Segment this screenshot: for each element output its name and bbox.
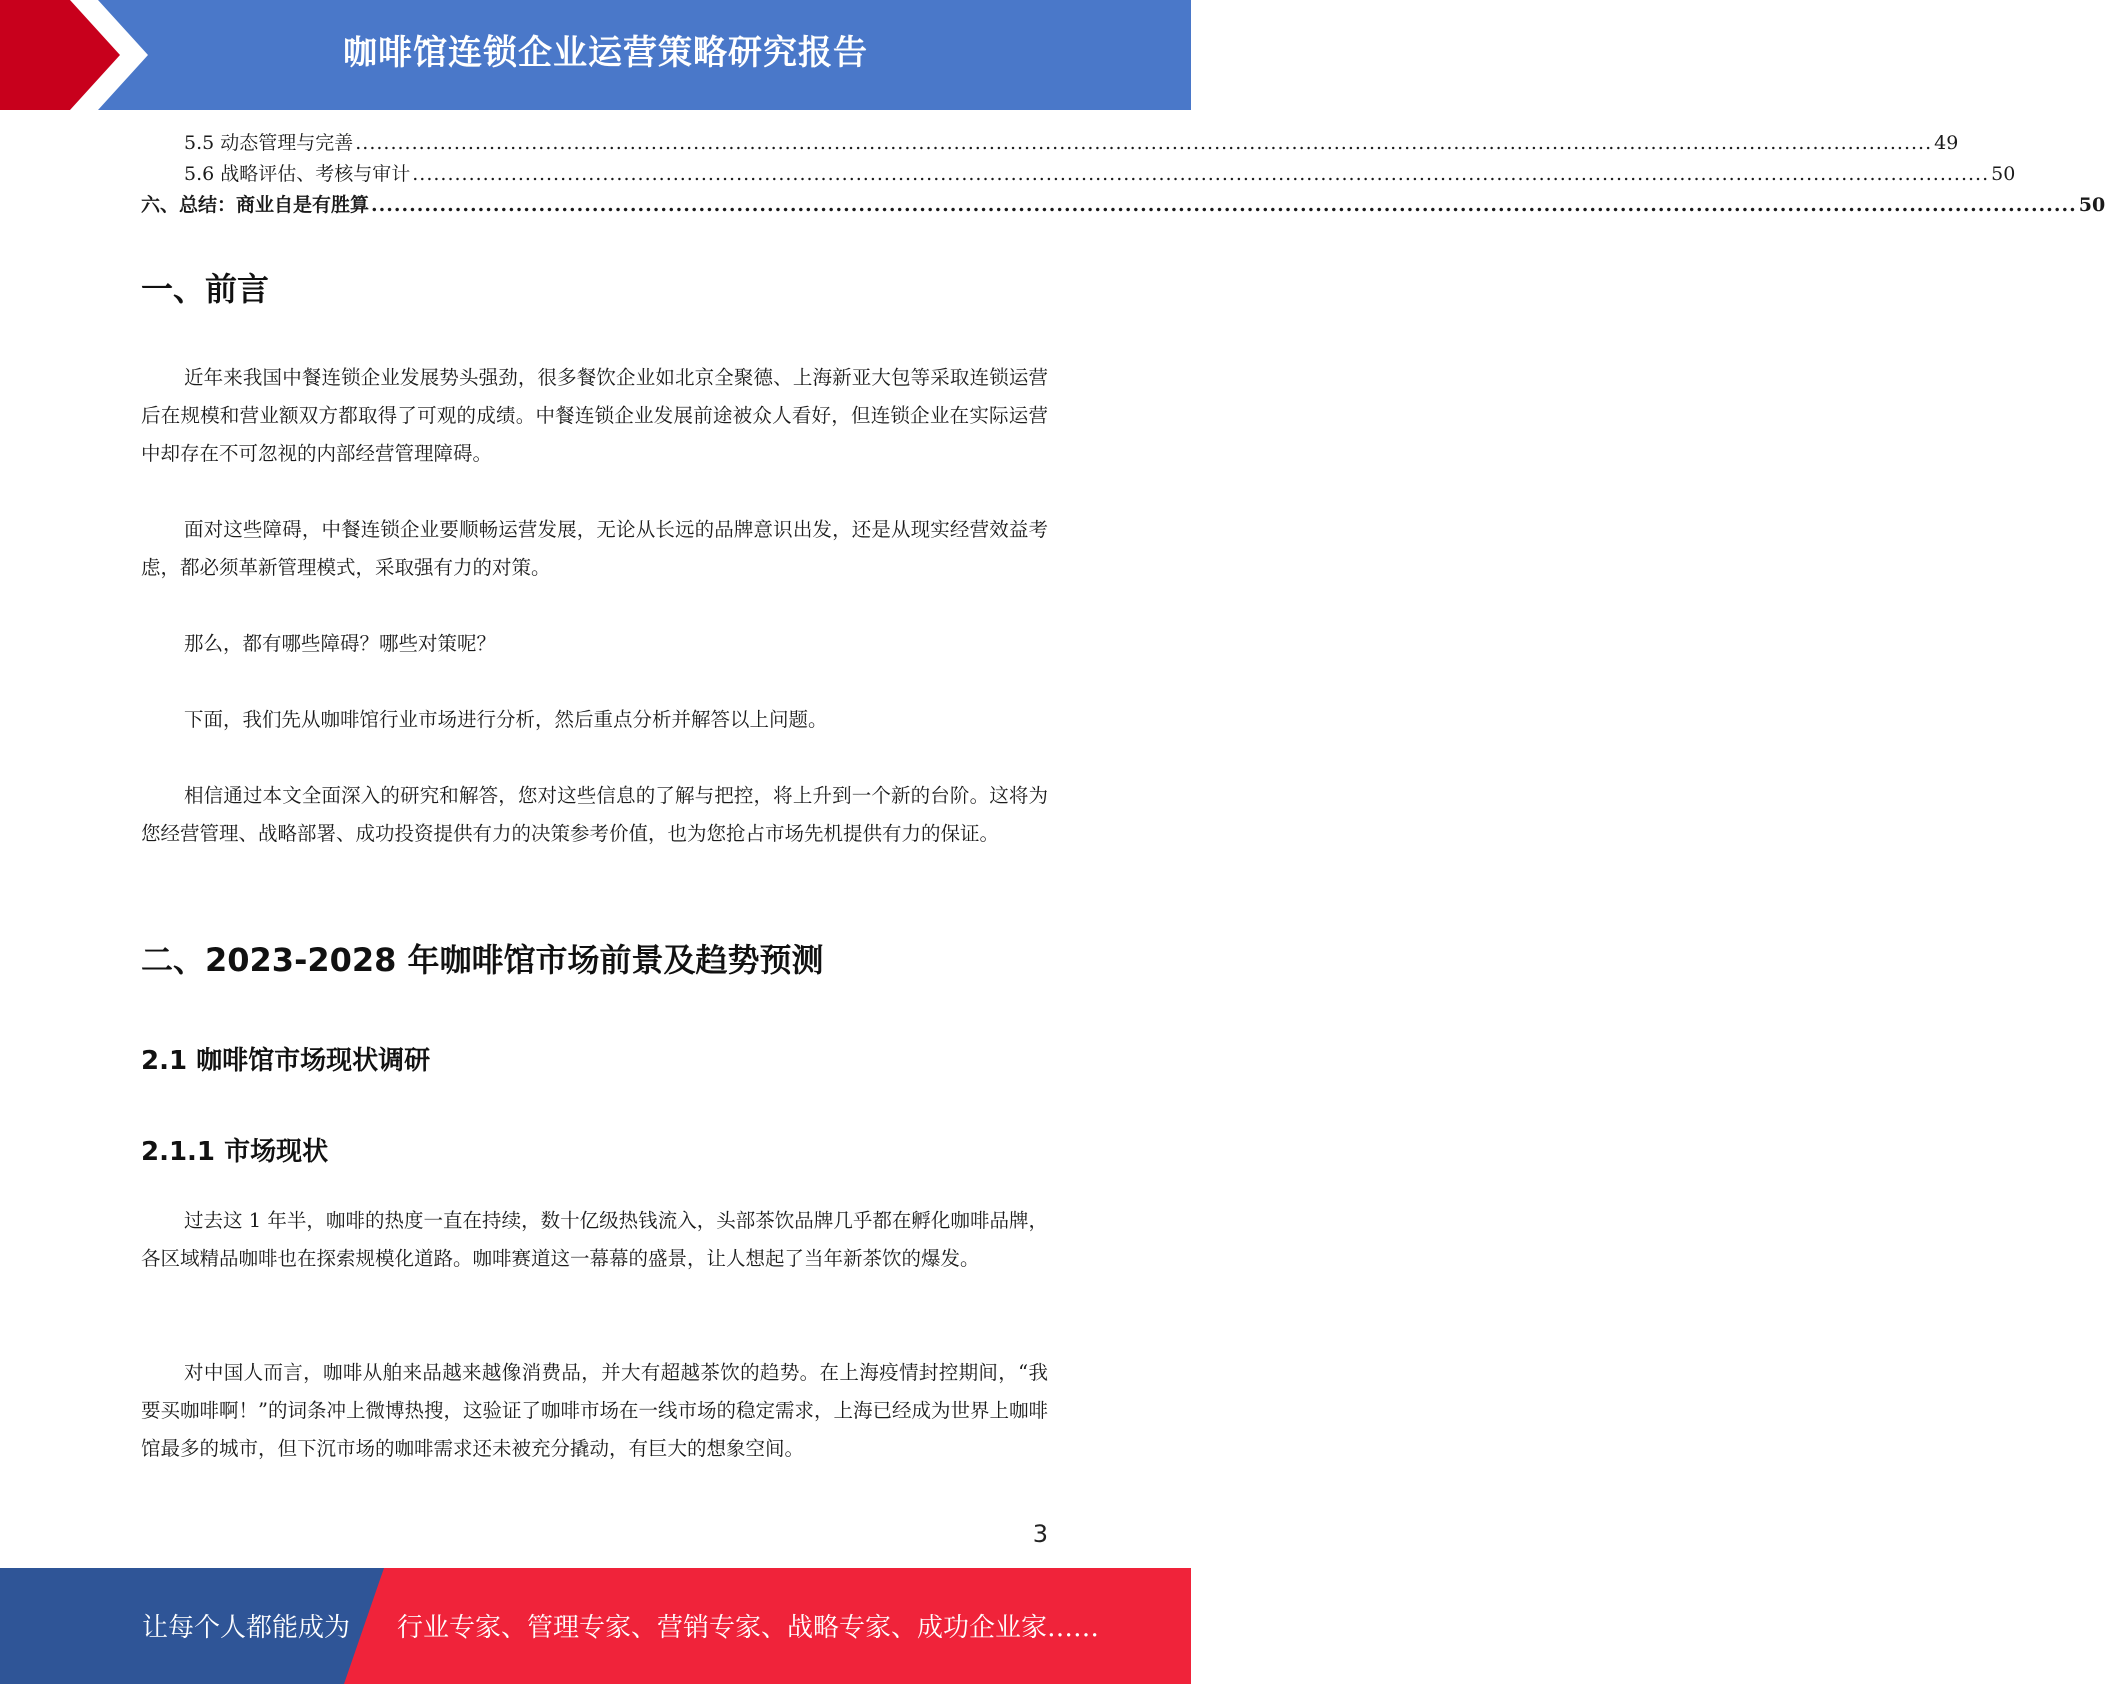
paragraph: 近年来我国中餐连锁企业发展势头强劲，很多餐饮企业如北京全聚德、上海新亚大包等采取连锁运营后在规模和营业额双方都取得了可观的成绩。中餐连锁企业发展前途被众人看好，但连锁企业在实际运营中却存在不可忽视的内部经营管理障碍。 <box>141 366 1048 465</box>
section-heading-forecast: 二、2023-2028 年咖啡馆市场前景及趋势预测 <box>141 941 824 979</box>
page-number: 3 <box>1032 1520 1048 1548</box>
paragraph: 相信通过本文全面深入的研究和解答，您对这些信息的了解与把控，将上升到一个新的台阶。这将为您经营管理、战略部署、成功投资提供有力的决策参考价值，也为您抢占市场先机提供有力的保证。 <box>141 784 1048 845</box>
subsubsection-heading: 2.1.1 市场现状 <box>141 1137 329 1167</box>
page-footer <box>0 1568 1191 1684</box>
toc-leader-dots: ................................................................................................................................................................................................................................ <box>371 194 2077 216</box>
section-heading-preface: 一、前言 <box>141 270 270 308</box>
paragraph: 对中国人而言，咖啡从舶来品越来越像消费品，并大有超越茶饮的趋势。在上海疫情封控期间，“我要买咖啡啊！”的词条冲上微博热搜，这验证了咖啡市场在一线市场的稳定需求，上海已经成为世界上咖啡馆最多的城市，但下沉市场的咖啡需求还未被充分撬动，有巨大的想象空间。 <box>141 1361 1048 1460</box>
toc-item-page: 50 <box>2078 194 2105 216</box>
toc-item[interactable] <box>141 159 2016 190</box>
toc-item-page: 50 <box>1991 163 2016 185</box>
toc-leader-dots: ................................................................................................................................................................................................................................ <box>355 132 1933 154</box>
table-of-contents <box>141 128 2105 221</box>
toc-item-label: 5.5 动态管理与完善 <box>184 132 354 154</box>
toc-item-label: 六、总结：商业自是有胜算 <box>141 194 370 216</box>
toc-item[interactable] <box>141 128 1959 159</box>
report-title: 咖啡馆连锁企业运营策略研究报告 <box>343 33 868 73</box>
footer-slogan-left: 让每个人都能成为 <box>142 1613 351 1643</box>
paragraph: 面对这些障碍，中餐连锁企业要顺畅运营发展，无论从长远的品牌意识出发，还是从现实经营效益考虑，都必须革新管理模式，采取强有力的对策。 <box>141 518 1048 579</box>
toc-leader-dots: ................................................................................................................................................................................................................................ <box>412 163 1990 185</box>
subsection-heading: 2.1 咖啡馆市场现状调研 <box>141 1046 431 1076</box>
paragraph: 那么，都有哪些障碍？哪些对策呢？ <box>184 632 497 655</box>
footer-slogan-right: 行业专家、管理专家、营销专家、战略专家、成功企业家…… <box>397 1613 1100 1643</box>
toc-item-page: 49 <box>1934 132 1959 154</box>
paragraph: 过去这 1 年半，咖啡的热度一直在持续，数十亿级热钱流入，头部茶饮品牌几乎都在孵化咖啡品牌，各区域精品咖啡也在探索规模化道路。咖啡赛道这一幕幕的盛景，让人想起了当年新茶饮的爆发。 <box>141 1209 1048 1270</box>
paragraph: 下面，我们先从咖啡馆行业市场进行分析，然后重点分析并解答以上问题。 <box>184 708 828 731</box>
toc-item-label: 5.6 战略评估、考核与审计 <box>184 163 411 185</box>
page-header <box>0 0 1191 110</box>
toc-item[interactable] <box>141 190 2105 221</box>
